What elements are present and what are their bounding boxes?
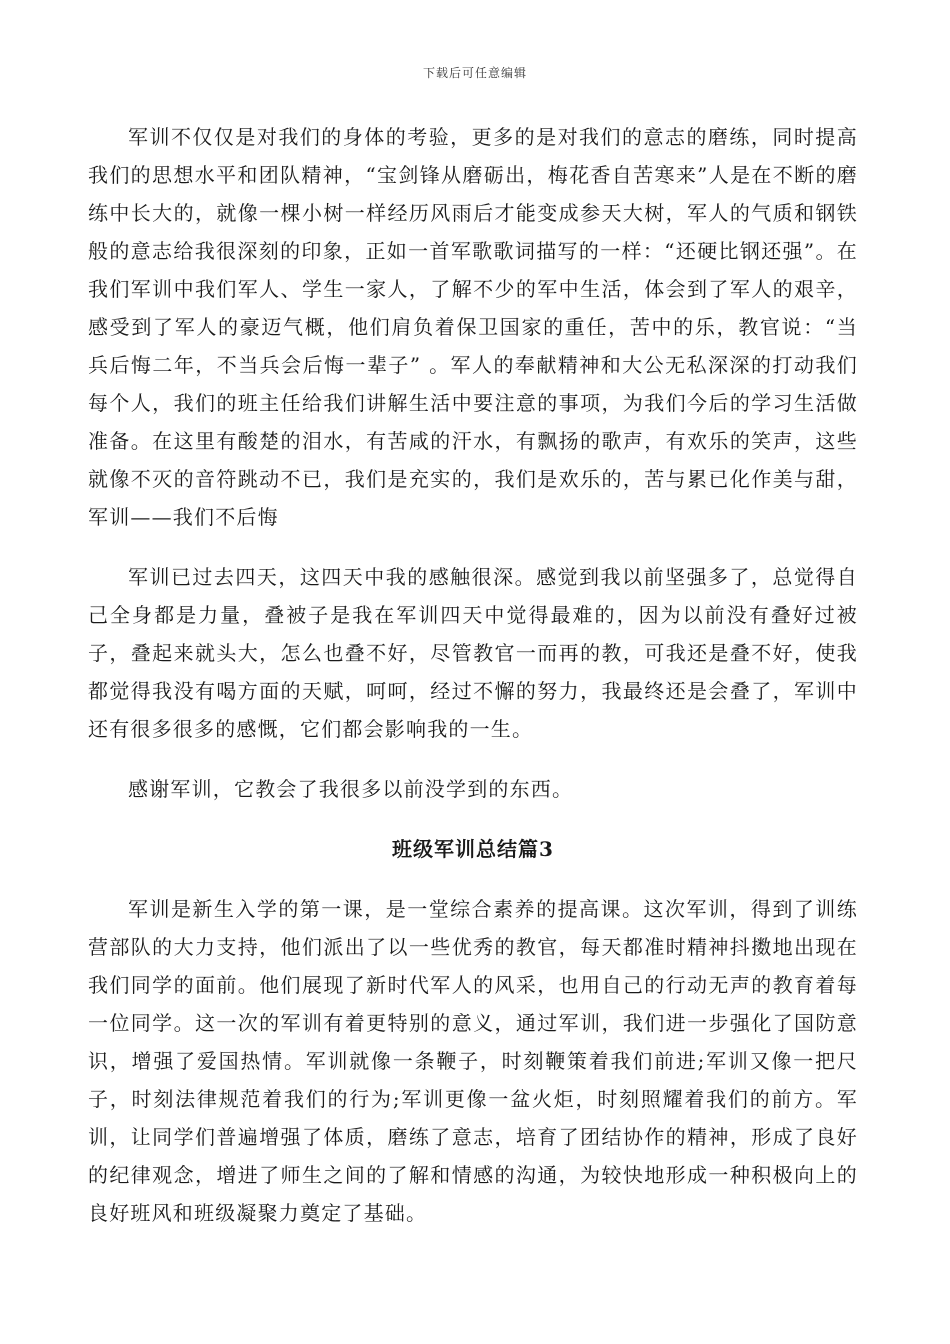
paragraph-2: 军训已过去四天，这四天中我的感触很深。感觉到我以前坚强多了，总觉得自己全身都是力量，叠被子是我在军训四天中觉得最难的，因为以前没有叠好过被子，叠起来就头大，怎么也叠不好，尽管教官一而再的教，可我还是叠不好，使我都觉得我没有喝方面的天赋，呵呵，经过不懈的努力，我最终还是会叠了，军训中还有很多很多的感慨，它们都会影响我的一生。 [88,565,858,741]
paragraph-1: 军训不仅仅是对我们的身体的考验，更多的是对我们的意志的磨练，同时提高我们的思想水平和团队精神，“宝剑锋从磨砺出，梅花香自苦寒来”人是在不断的磨练中长大的，就像一棵小树一样经历风雨后才能变成参天大树，军人的气质和钢铁般的意志给我很深刻的印象，正如一首军歌歌词描写的一样：“还硬比钢还强”。在我们军训中我们军人、学生一家人，了解不少的军中生活，体会到了军人的艰辛，感受到了军人的豪迈气概，他们肩负着保卫国家的重任，苦中的乐，教官说：“当兵后悔二年，不当兵会后悔一辈子” 。军人的奉献精神和大公无私深深的打动我们每个人，我们的班主任给我们讲解生活中要注意的事项，为我们今后的学习生活做准备。在这里有酸楚的泪水，有苦咸的汗水，有飘扬的歌声，有欢乐的笑声，这些就像不灭的音符跳动不已，我们是充实的，我们是欢乐的，苦与累已化作美与甜，军训——我们不后悔 [88,125,858,529]
document-body [88,118,858,1232]
paragraph-spacer [88,808,858,830]
paragraph-3: 感谢军训，它教会了我很多以前没学到的东西。 [128,777,574,801]
paragraph-spacer [88,748,858,770]
section-title: 班级军训总结篇3 [392,837,554,861]
section-paragraph: 军训是新生入学的第一课，是一堂综合素养的提高课。这次军训，得到了训练营部队的大力支持，他们派出了以一些优秀的教官，每天都准时精神抖擞地出现在我们同学的面前。他们展现了新时代军人的风采，也用自己的行动无声的教育着每一位同学。这一次的军训有着更特别的意义，通过军训，我们进一步强化了国防意识，增强了爱国热情。军训就像一条鞭子，时刻鞭策着我们前进;军训又像一把尺子，时刻法律规范着我们的行为;军训更像一盆火炬，时刻照耀着我们的前方。军训，让同学们普遍增强了体质，磨练了意志，培育了团结协作的精神，形成了良好的纪律观念，增进了师生之间的了解和情感的沟通，为较快地形成一种积极向上的良好班风和班级凝聚力奠定了基础。 [88,897,858,1225]
paragraph-spacer [88,536,858,558]
page-header: 下载后可任意编辑 [422,66,527,80]
paragraph-spacer [88,868,858,890]
